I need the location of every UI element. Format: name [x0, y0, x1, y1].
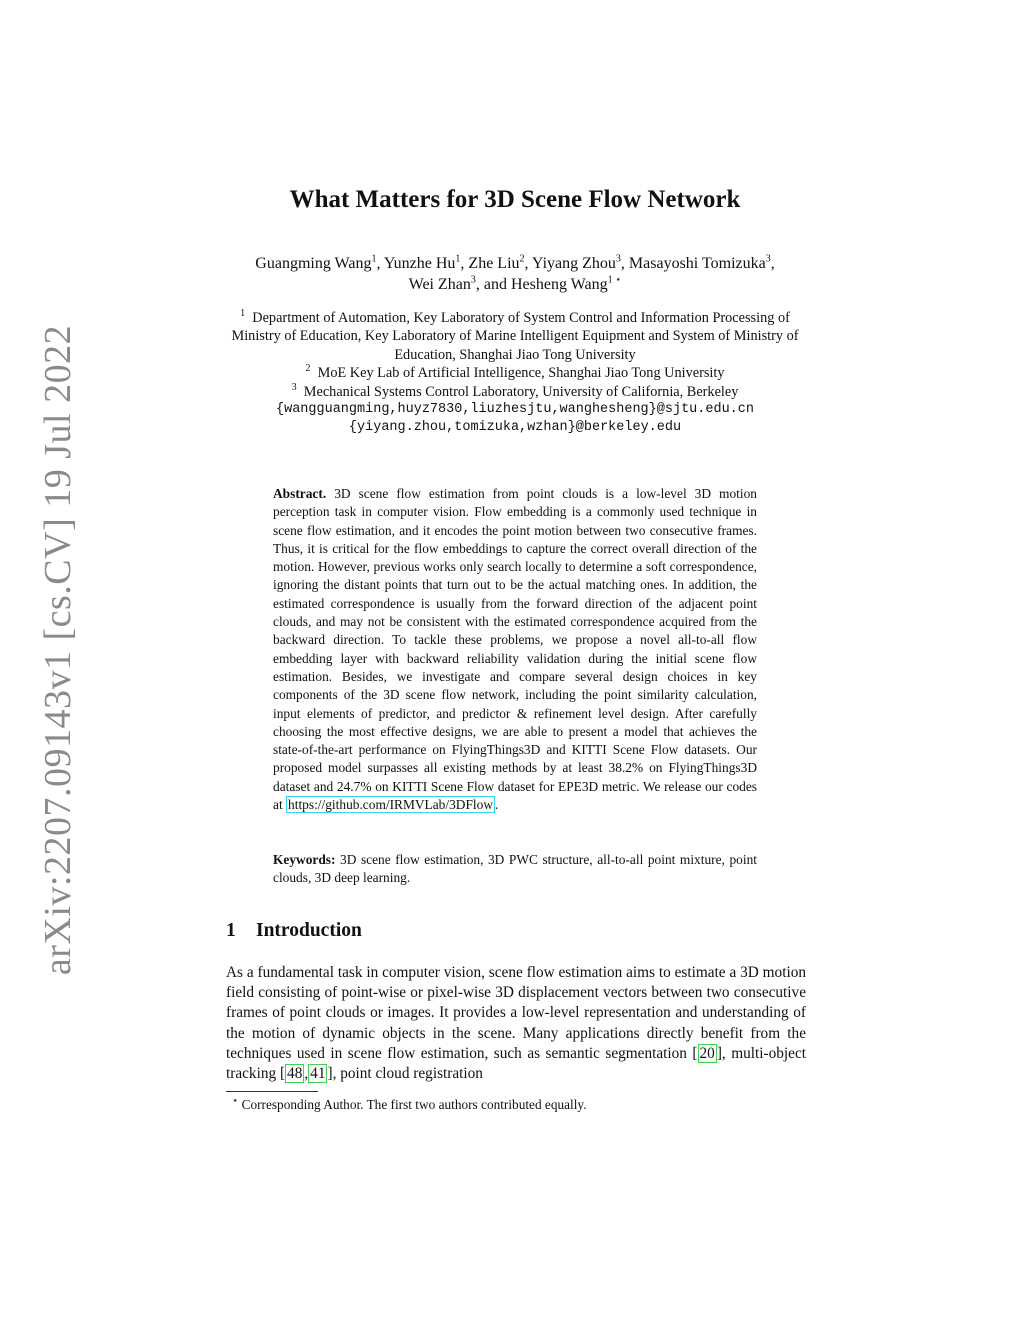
- footnote-mark: ⋆: [232, 1095, 239, 1107]
- affiliation-mark: 3: [291, 381, 297, 393]
- author-name: Yiyang Zhou: [531, 255, 616, 272]
- affiliation-mark: 1: [240, 308, 246, 320]
- affiliation-2: [215, 364, 815, 382]
- author-affiliation-mark: 3: [470, 274, 476, 286]
- keywords-text: 3D scene flow estimation, 3D PWC structure, all-to-all point mixture, point clouds, 3D deep learning.: [273, 852, 757, 886]
- author-separator: ,: [376, 255, 384, 272]
- author-name: Zhe Liu: [468, 255, 520, 272]
- citation-separator: ,: [304, 1065, 309, 1083]
- email-line: {wangguangming,huyz7830,liuzhesjtu,wanghesheng}@sjtu.edu.cn: [276, 402, 754, 418]
- author-name: Wei Zhan: [408, 276, 471, 293]
- footnote: [232, 1096, 812, 1114]
- keywords: [273, 851, 757, 888]
- author-affiliation-mark: 1: [371, 253, 377, 265]
- footnote-rule: [226, 1091, 318, 1092]
- affiliation-mark: 2: [305, 363, 311, 375]
- paper-title: What Matters for 3D Scene Flow Network: [289, 186, 741, 213]
- affiliation-3: [215, 383, 815, 401]
- author-separator: ,: [770, 255, 775, 272]
- author-name: Masayoshi Tomizuka: [628, 255, 766, 272]
- abstract: [273, 485, 757, 814]
- paragraph-text: ], point cloud registration: [327, 1065, 483, 1083]
- keywords-label: Keywords:: [273, 852, 336, 867]
- citation-link[interactable]: 48: [287, 1065, 303, 1083]
- author-affiliation-mark: 3: [765, 253, 771, 265]
- author-name: Guangming Wang: [255, 255, 372, 272]
- author-name: Yunzhe Hu: [383, 255, 456, 272]
- affiliation-1: [215, 309, 815, 364]
- author-separator: , and: [475, 276, 511, 293]
- affiliation-block: [215, 309, 815, 438]
- citation-link[interactable]: 41: [310, 1065, 326, 1083]
- affiliation-text: Department of Automation, Key Laboratory of System Control and Information Processing of Ministry of Education, Key Laboratory of Marine Intelligent Equipment and System of Ministry of Education, Shanghai Jiao Tong University: [231, 310, 799, 363]
- section-number: 1: [226, 920, 236, 941]
- author-separator: ,: [524, 255, 532, 272]
- code-link[interactable]: https://github.com/IRMVLab/3DFlow: [288, 797, 493, 813]
- author-affiliation-mark: 2: [519, 253, 525, 265]
- abstract-label: Abstract.: [273, 486, 327, 501]
- citation-link[interactable]: 20: [699, 1044, 715, 1062]
- author-separator: ,: [620, 255, 629, 272]
- affiliation-text: MoE Key Lab of Artificial Intelligence, Shanghai Jiao Tong University: [317, 365, 725, 382]
- abstract-text: 3D scene flow estimation from point clouds is a low-level 3D motion perception task in computer vision. Flow embedding is a commonly used technique in scene flow estimation, and it encodes the point motion between two consecutive frames. Thus, it is critical for the flow embeddings to capture the correct overall direction of the motion. However, previous works only search locally to determine a soft correspondence, ignoring the distant points that turn out to be the actual matching ones. In addition, the estimated correspondence is usually from the forward direction of the adjacent point clouds, and may not be consistent with the estimated correspondence acquired from the backward direction. To tackle these problems, we propose a novel all-to-all flow embedding layer with backward reliability validation during the initial scene flow estimation. Besides, we investigate and compare several design choices in key components of the 3D scene flow network, including the point similarity calculation, input elements of predictor, and predictor & refinement level design. After carefully choosing the most effective designs, we are able to present a model that achieves the state-of-the-art performance on FlyingThings3D and KITTI Scene Flow datasets. Our proposed model surpasses all existing methods by at least 38.2% on FlyingThings3D dataset and 24.7% on KITTI Scene Flow dataset for EPE3D metric. We release our codes at: [273, 486, 757, 813]
- section-heading: [226, 920, 362, 942]
- author-list: [200, 253, 830, 295]
- author-affiliation-mark: 1 ⋆: [607, 274, 622, 286]
- author-affiliation-mark: 3: [615, 253, 621, 265]
- introduction-paragraph: [226, 963, 806, 1084]
- paragraph-text: ], multi-object tracking [: [226, 1044, 806, 1083]
- abstract-end: .: [494, 797, 499, 813]
- author-name: Hesheng Wang: [510, 276, 608, 293]
- email-line: {yiyang.zhou,tomizuka,wzhan}@berkeley.edu: [348, 420, 682, 436]
- author-affiliation-mark: 1: [455, 253, 461, 265]
- arxiv-identifier: arXiv:2207.09143v1 [cs.CV] 19 Jul 2022: [37, 324, 79, 976]
- affiliation-text: Mechanical Systems Control Laboratory, University of California, Berkeley: [303, 383, 739, 400]
- footnote-text: Corresponding Author. The first two authors contributed equally.: [241, 1097, 587, 1112]
- section-title: Introduction: [256, 920, 362, 941]
- paragraph-text: As a fundamental task in computer vision, scene flow estimation aims to estimate a 3D motion field consisting of point-wise or pixel-wise 3D displacement vectors between two consecutive frames of point clouds or images. It provides a low-level representation and understanding of the motion of dynamic objects in the scene. Many applications directly benefit from the techniques used in scene flow estimation, such as semantic segmentation [: [226, 964, 806, 1062]
- author-separator: ,: [460, 255, 469, 272]
